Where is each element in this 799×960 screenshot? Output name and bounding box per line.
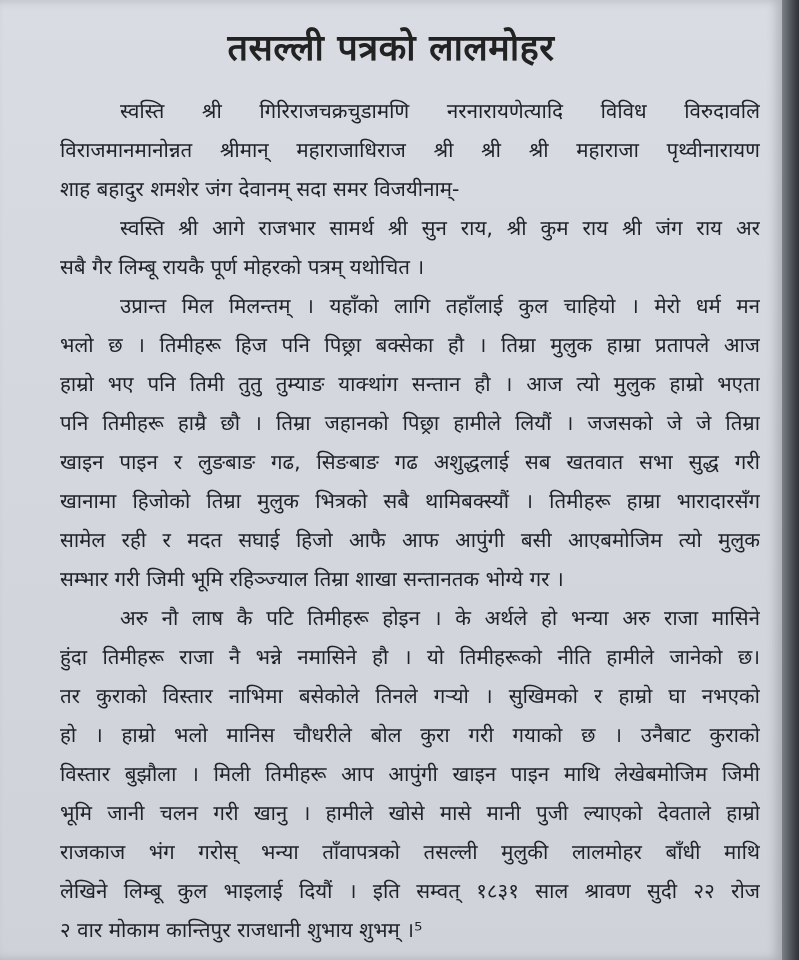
text-line: शाह बहादुर शमशेर जंग देवानम् सदा समर विजयीनाम्- — [60, 177, 460, 201]
text-line: हो । हाम्रो भलो मानिस चौधरीले बोल कुरा गरी गयाको छ । उनैबाट कुराको — [60, 723, 760, 747]
text-line: सम्भार गरी जिमी भूमि रहिञ्ज्याल तिम्रा शाखा सन्तानतक भोग्ये गर । — [60, 567, 564, 591]
text-line: भूमि जानी चलन गरी खानु । हामीले खोसे मासे मानी पुजी ल्याएको देवताले हाम्रो — [60, 801, 760, 825]
text-line: राजकाज भंग गरोस् भन्या ताँवापत्रको तसल्ली मुलुकी लालमोहर बाँधी माथि — [60, 840, 760, 864]
document-body — [60, 92, 760, 950]
text-line: हाम्रो भए पनि तिमी तुतु तुम्याङ याक्थांग सन्तान हौ । आज त्यो मुलुक हाम्रो भएता — [60, 372, 760, 396]
text-line: लेखिने लिम्बू कुल भाइलाई दियौं । इति सम्वत् १८३१ साल श्रावण सुदी २२ रोज — [60, 879, 760, 903]
page-title: तसल्ली पत्रको लालमोहर — [227, 28, 555, 69]
text-line: विस्तार बुझौला । मिली तिमीहरू आप आपुंगी खाइन पाइन माथि लेखेबमोजिम जिमी — [60, 762, 760, 786]
text-line: तर कुराको विस्तार नाभिमा बसेकोले तिनले गऱ्यो । सुखिमको र हाम्रो घा नभएको — [60, 684, 760, 708]
text-line: खानामा हिजोको तिम्रा मुलुक भित्रको सबै थामिबक्स्यौं । तिमीहरू हाम्रा भारादारसँग — [60, 489, 760, 513]
text-line: २ वार मोकाम कान्तिपुर राजधानी शुभाय शुभम् ।⁵ — [60, 918, 423, 942]
text-line: पनि तिमीहरू हाम्रै छौ । तिम्रा जहानको पिछ्रा हामीले लियौं । जजसको जे जे तिम्रा — [60, 411, 760, 435]
text-line: हुंदा तिमीहरू राजा नै भन्ने नमासिने हौ । यो तिमीहरूको नीति हामीले जानेको छ। — [60, 645, 760, 669]
text-line: स्वस्ति श्री आगे राजभार सामर्थ श्री सुन राय, श्री कुम राय श्री जंग राय अर — [120, 216, 760, 240]
text-line: उप्रान्त मिल मिलन्तम् । यहाँको लागि तहाँलाई कुल चाहियो । मेरो धर्म मन — [120, 294, 760, 318]
text-line: स्वस्ति श्री गिरिराजचक्रचुडामणि नरनारायणेत्यादि विविध विरुदावलि — [120, 99, 760, 123]
page-edge-shadow — [782, 0, 799, 960]
text-line: सबै गैर लिम्बू रायकै पूर्ण मोहरको पत्रम् यथोचित । — [60, 255, 425, 279]
text-line: भलो छ । तिमीहरू हिज पनि पिछ्रा बक्सेका हौ । तिम्रा मुलुक हाम्रा प्रतापले आज — [60, 333, 760, 357]
text-line: अरु नौ लाष कै पटि तिमीहरू होइन । के अर्थले हो भन्या अरु राजा मासिने — [120, 606, 760, 630]
text-line: खाइन पाइन र लुङबाङ गढ, सिङबाङ गढ अशुद्धलाई सब खतवात सभा सुद्ध गरी — [60, 450, 760, 474]
text-line: विराजमानमानोन्नत श्रीमान् महाराजाधिराज श्री श्री श्री महाराजा पृथ्वीनारायण — [60, 138, 760, 162]
text-line: सामेल रही र मदत सघाई हिजो आफै आफ आपुंगी बसी आएबमोजिम त्यो मुलुक — [60, 528, 760, 552]
